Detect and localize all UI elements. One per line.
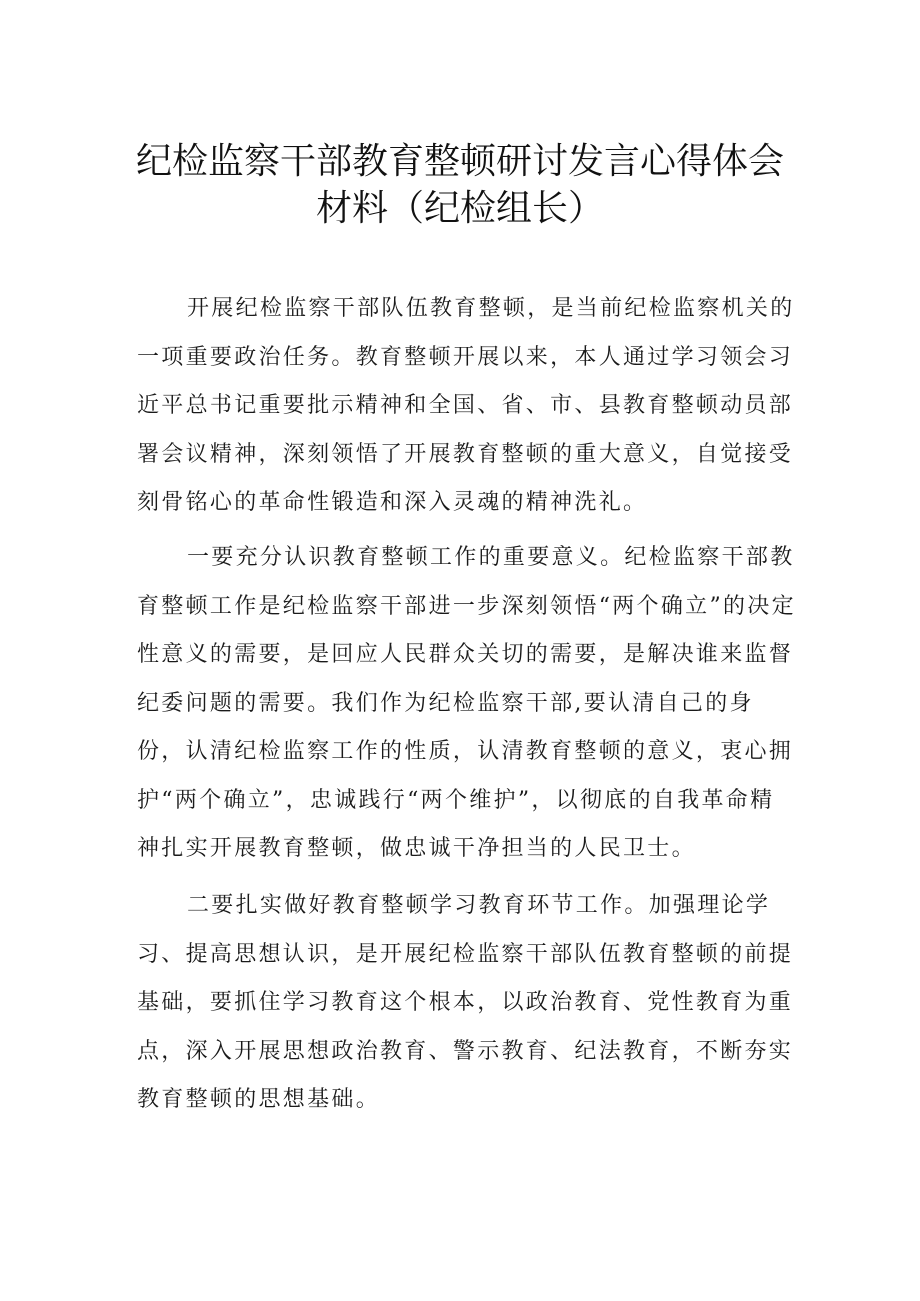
document-title-line-2: 材料（纪检组长） (315, 188, 604, 229)
paragraph-point-one: 一要充分认识教育整顿工作的重要意义。纪检监察干部教育整顿工作是纪检监察干部进一步深刻领悟“两个确立”的决定性意义的需要，是回应人民群众关切的需要，是解决谁来监督纪委问题的需要。我们作为纪检监察干部,要认清自己的身份，认清纪检监察工作的性质，认清教育整顿的意义，衷心拥护“两个确立”，忠诚践行“两个维护”，以彻底的自我革命精神扎实开展教育整顿，做忠诚干净担当的人民卫士。 (137, 545, 796, 861)
paragraph-introduction: 开展纪检监察干部队伍教育整顿，是当前纪检监察机关的一项重要政治任务。教育整顿开展以来，本人通过学习领会习近平总书记重要批示精神和全国、省、市、县教育整顿动员部署会议精神，深刻领悟了开展教育整顿的重大意义，自觉接受刻骨铭心的革命性锻造和深入灵魂的精神洗礼。 (137, 296, 795, 515)
document-title-line-1: 纪检监察干部教育整顿研讨发言心得体会 (135, 141, 784, 182)
paragraph-point-two: 二要扎实做好教育整顿学习教育环节工作。加强理论学习、提高思想认识，是开展纪检监察干部队伍教育整顿的前提基础，要抓住学习教育这个根本，以政治教育、党性教育为重点，深入开展思想政治教育、警示教育、纪法教育，不断夯实教育整顿的思想基础。 (137, 893, 794, 1112)
